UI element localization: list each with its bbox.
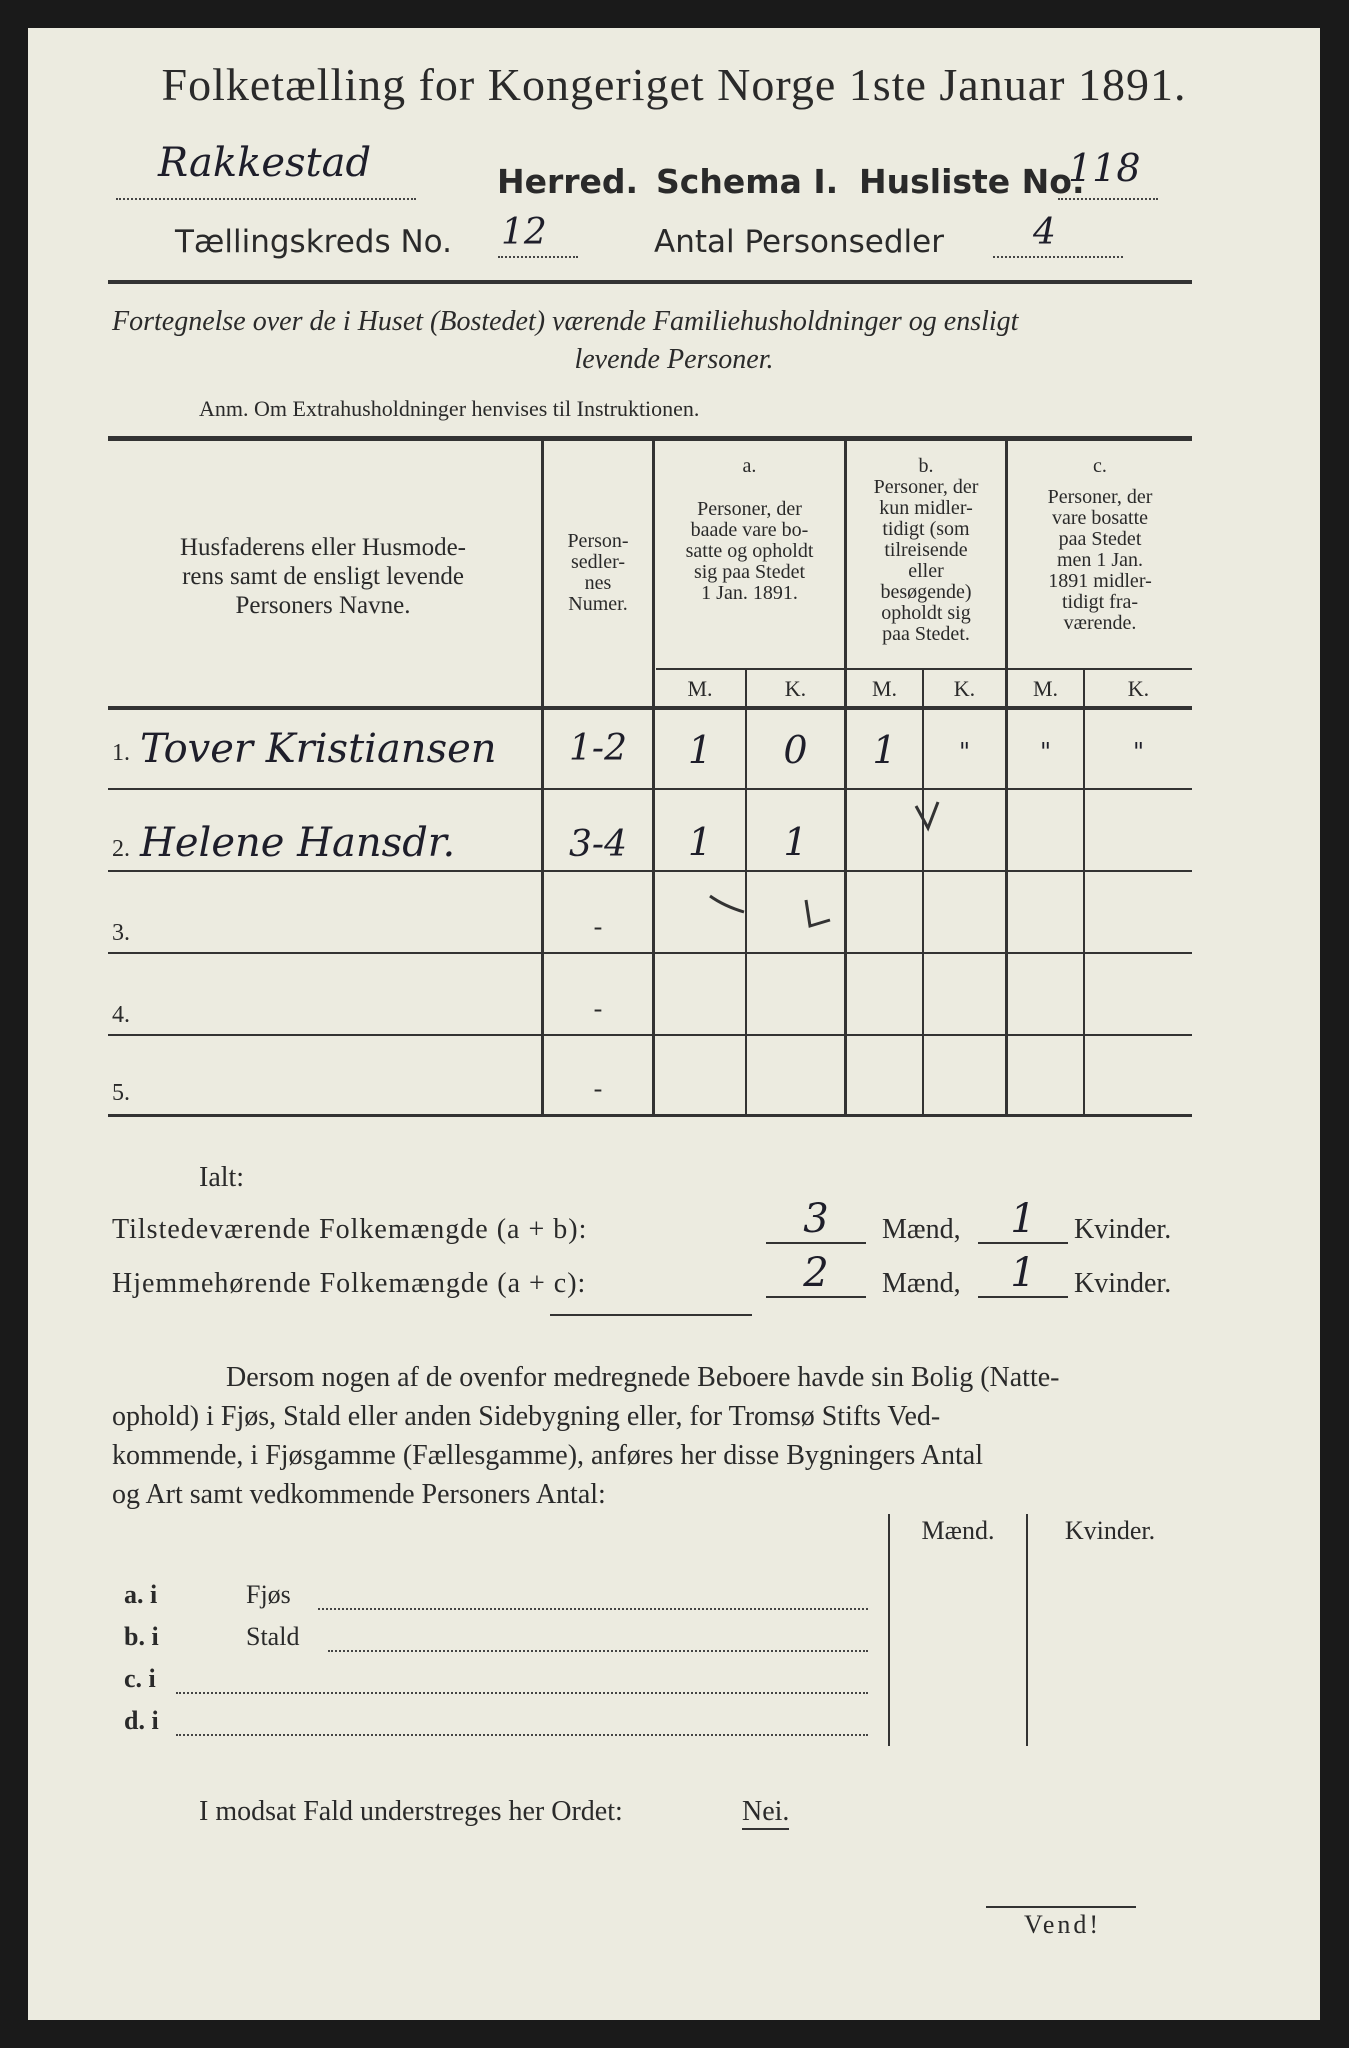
item-b-dots xyxy=(328,1630,868,1652)
herred-label: Herred. xyxy=(497,162,639,201)
header-names: Husfaderens eller Husmode- rens samt de ensligt levende Personers Navne. xyxy=(179,534,466,619)
antal-underline xyxy=(993,228,1123,258)
header-b: b. Personer, der kun midler- tidigt (som tilreisende eller besøgende) opholdt sig paa Stedet. xyxy=(873,455,979,645)
vend-text: Vend! xyxy=(1024,1910,1102,1939)
modsat-text: I modsat Fald understreges her Ordet: xyxy=(199,1796,623,1827)
lower-paragraph: Dersom nogen af de ovenfor medregnede Beboere havde sin Bolig (Natte- ophold) i Fjøs, Stald eller anden Sidebygning eller, for Tromsø Stifts Ved- kommende, i Fjøsgamme (Fællesgamme), anføres her disse Bygningers Antal og Art samt vedkommende Personers Antal: xyxy=(112,1362,1060,1510)
row-2-numer: 3-4 xyxy=(569,824,627,865)
col-divider-b-mk xyxy=(922,670,924,1114)
item-a-letter: a. i xyxy=(124,1580,158,1609)
row-2-number: 2. xyxy=(112,836,130,862)
row-4-number: 4. xyxy=(112,1002,130,1028)
row-1-number: 1. xyxy=(112,740,130,766)
nei-word: Nei. xyxy=(742,1796,789,1830)
tilstede-kvinder-label: Kvinder. xyxy=(1074,1214,1172,1245)
check-mark-icon xyxy=(704,886,754,926)
header-a-m: M. xyxy=(687,676,713,701)
husliste-underline xyxy=(1058,168,1158,200)
anm-note: Anm. Om Extrahusholdninger henvises til Instruktionen. xyxy=(199,396,700,421)
item-a-label: Fjøs xyxy=(246,1580,291,1609)
kreds-value: 12 xyxy=(501,212,547,253)
census-form-page xyxy=(28,28,1320,2020)
row-1-c-k: " xyxy=(1132,738,1145,766)
schema-label: Schema I. xyxy=(656,162,839,201)
lower-col-divider-2 xyxy=(1026,1514,1028,1746)
header-c: c. Personer, der vare bosatte paa Stedet men 1 Jan. 1891 midler- tidigt fra- værende. xyxy=(1047,455,1153,634)
row-rule-1 xyxy=(108,788,1192,790)
kreds-label: Tællingskreds No. xyxy=(175,224,452,260)
intro-line-2: levende Personer. xyxy=(574,344,774,375)
col-divider-c-mk xyxy=(1083,670,1085,1114)
section-divider xyxy=(550,1314,752,1316)
row-4-numer: - xyxy=(593,994,603,1023)
husliste-value: 118 xyxy=(1068,146,1141,190)
row-3-number: 3. xyxy=(112,920,130,946)
item-a-dots xyxy=(318,1588,868,1610)
item-c-dots xyxy=(176,1672,868,1694)
antal-value: 4 xyxy=(1033,212,1056,253)
lower-col-kvinder: Kvinder. xyxy=(1064,1516,1156,1545)
row-rule-4 xyxy=(108,1034,1192,1036)
header-a: a. Personer, der baade vare bo- satte og opholdt sig paa Stedet 1 Jan. 1891. xyxy=(685,455,814,604)
item-b-label: Stald xyxy=(246,1622,300,1651)
vend-rule xyxy=(986,1906,1136,1908)
tilstede-maend-label: Mænd, xyxy=(882,1214,961,1245)
row-1-a-m: 1 xyxy=(687,728,713,772)
herred-value: Rakkestad xyxy=(158,140,372,186)
row-1-a-k: 0 xyxy=(783,728,808,772)
row-5-numer: - xyxy=(593,1074,603,1103)
lower-col-maend: Mænd. xyxy=(921,1516,995,1545)
hjemme-maend-value: 2 xyxy=(803,1250,829,1296)
husliste-label: Husliste No. xyxy=(859,162,1085,201)
header-b-k: K. xyxy=(953,676,976,701)
row-1-c-m: " xyxy=(1039,738,1052,766)
antal-label: Antal Personsedler xyxy=(654,224,944,260)
hjemme-maend-underline xyxy=(766,1296,866,1298)
hjemme-label: Hjemmehørende Folkemængde (a + c): xyxy=(112,1268,587,1299)
header-c-k: K. xyxy=(1127,676,1150,701)
tilstede-maend-value: 3 xyxy=(803,1196,829,1242)
tilstede-label: Tilstedeværende Folkemængde (a + b): xyxy=(112,1214,588,1245)
row-2-a-m: 1 xyxy=(687,820,713,864)
hjemme-kvinder-label: Kvinder. xyxy=(1074,1268,1172,1299)
ialt-label: Ialt: xyxy=(199,1162,245,1193)
row-5-number: 5. xyxy=(112,1080,130,1106)
tilstede-kvinder-value: 1 xyxy=(1010,1196,1036,1242)
kreds-underline xyxy=(498,228,578,258)
header-rule xyxy=(108,280,1192,284)
item-c-letter: c. i xyxy=(124,1664,156,1693)
form-title: Folketælling for Kongeriget Norge 1ste Januar 1891. xyxy=(161,59,1187,110)
check-mark-icon xyxy=(908,798,948,838)
lower-col-divider-1 xyxy=(888,1514,890,1746)
row-1-b-m: 1 xyxy=(872,728,897,772)
header-b-m: M. xyxy=(871,676,898,701)
check-mark-icon xyxy=(800,892,840,942)
item-d-letter: d. i xyxy=(124,1706,159,1735)
row-rule-3 xyxy=(108,952,1192,954)
item-d-dots xyxy=(176,1714,868,1736)
row-1-numer: 1-2 xyxy=(569,728,627,769)
row-2-name: Helene Hansdr. xyxy=(140,820,456,866)
row-1-b-k: " xyxy=(958,738,971,766)
header-numer: Person- sedler- nes Numer. xyxy=(567,530,629,615)
header-c-m: M. xyxy=(1032,676,1059,701)
row-3-numer: - xyxy=(593,912,603,941)
hjemme-kvinder-value: 1 xyxy=(1010,1250,1036,1296)
hjemme-kvinder-underline xyxy=(978,1296,1068,1298)
row-1-name: Tover Kristiansen xyxy=(140,726,497,772)
item-b-letter: b. i xyxy=(124,1622,159,1651)
tilstede-maend-underline xyxy=(766,1242,866,1244)
header-a-k: K. xyxy=(784,676,807,701)
table-header-rule xyxy=(108,706,1192,710)
intro-line-1: Fortegnelse over de i Huset (Bostedet) værende Familiehusholdninger og ensligt xyxy=(112,306,1019,337)
row-2-a-k: 1 xyxy=(783,820,808,864)
hjemme-maend-label: Mænd, xyxy=(882,1268,961,1299)
mk-rule xyxy=(656,668,1192,670)
table-bottom-rule xyxy=(108,1114,1192,1117)
tilstede-kvinder-underline xyxy=(978,1242,1068,1244)
table-top-rule xyxy=(108,436,1192,441)
row-rule-2 xyxy=(108,870,1192,872)
